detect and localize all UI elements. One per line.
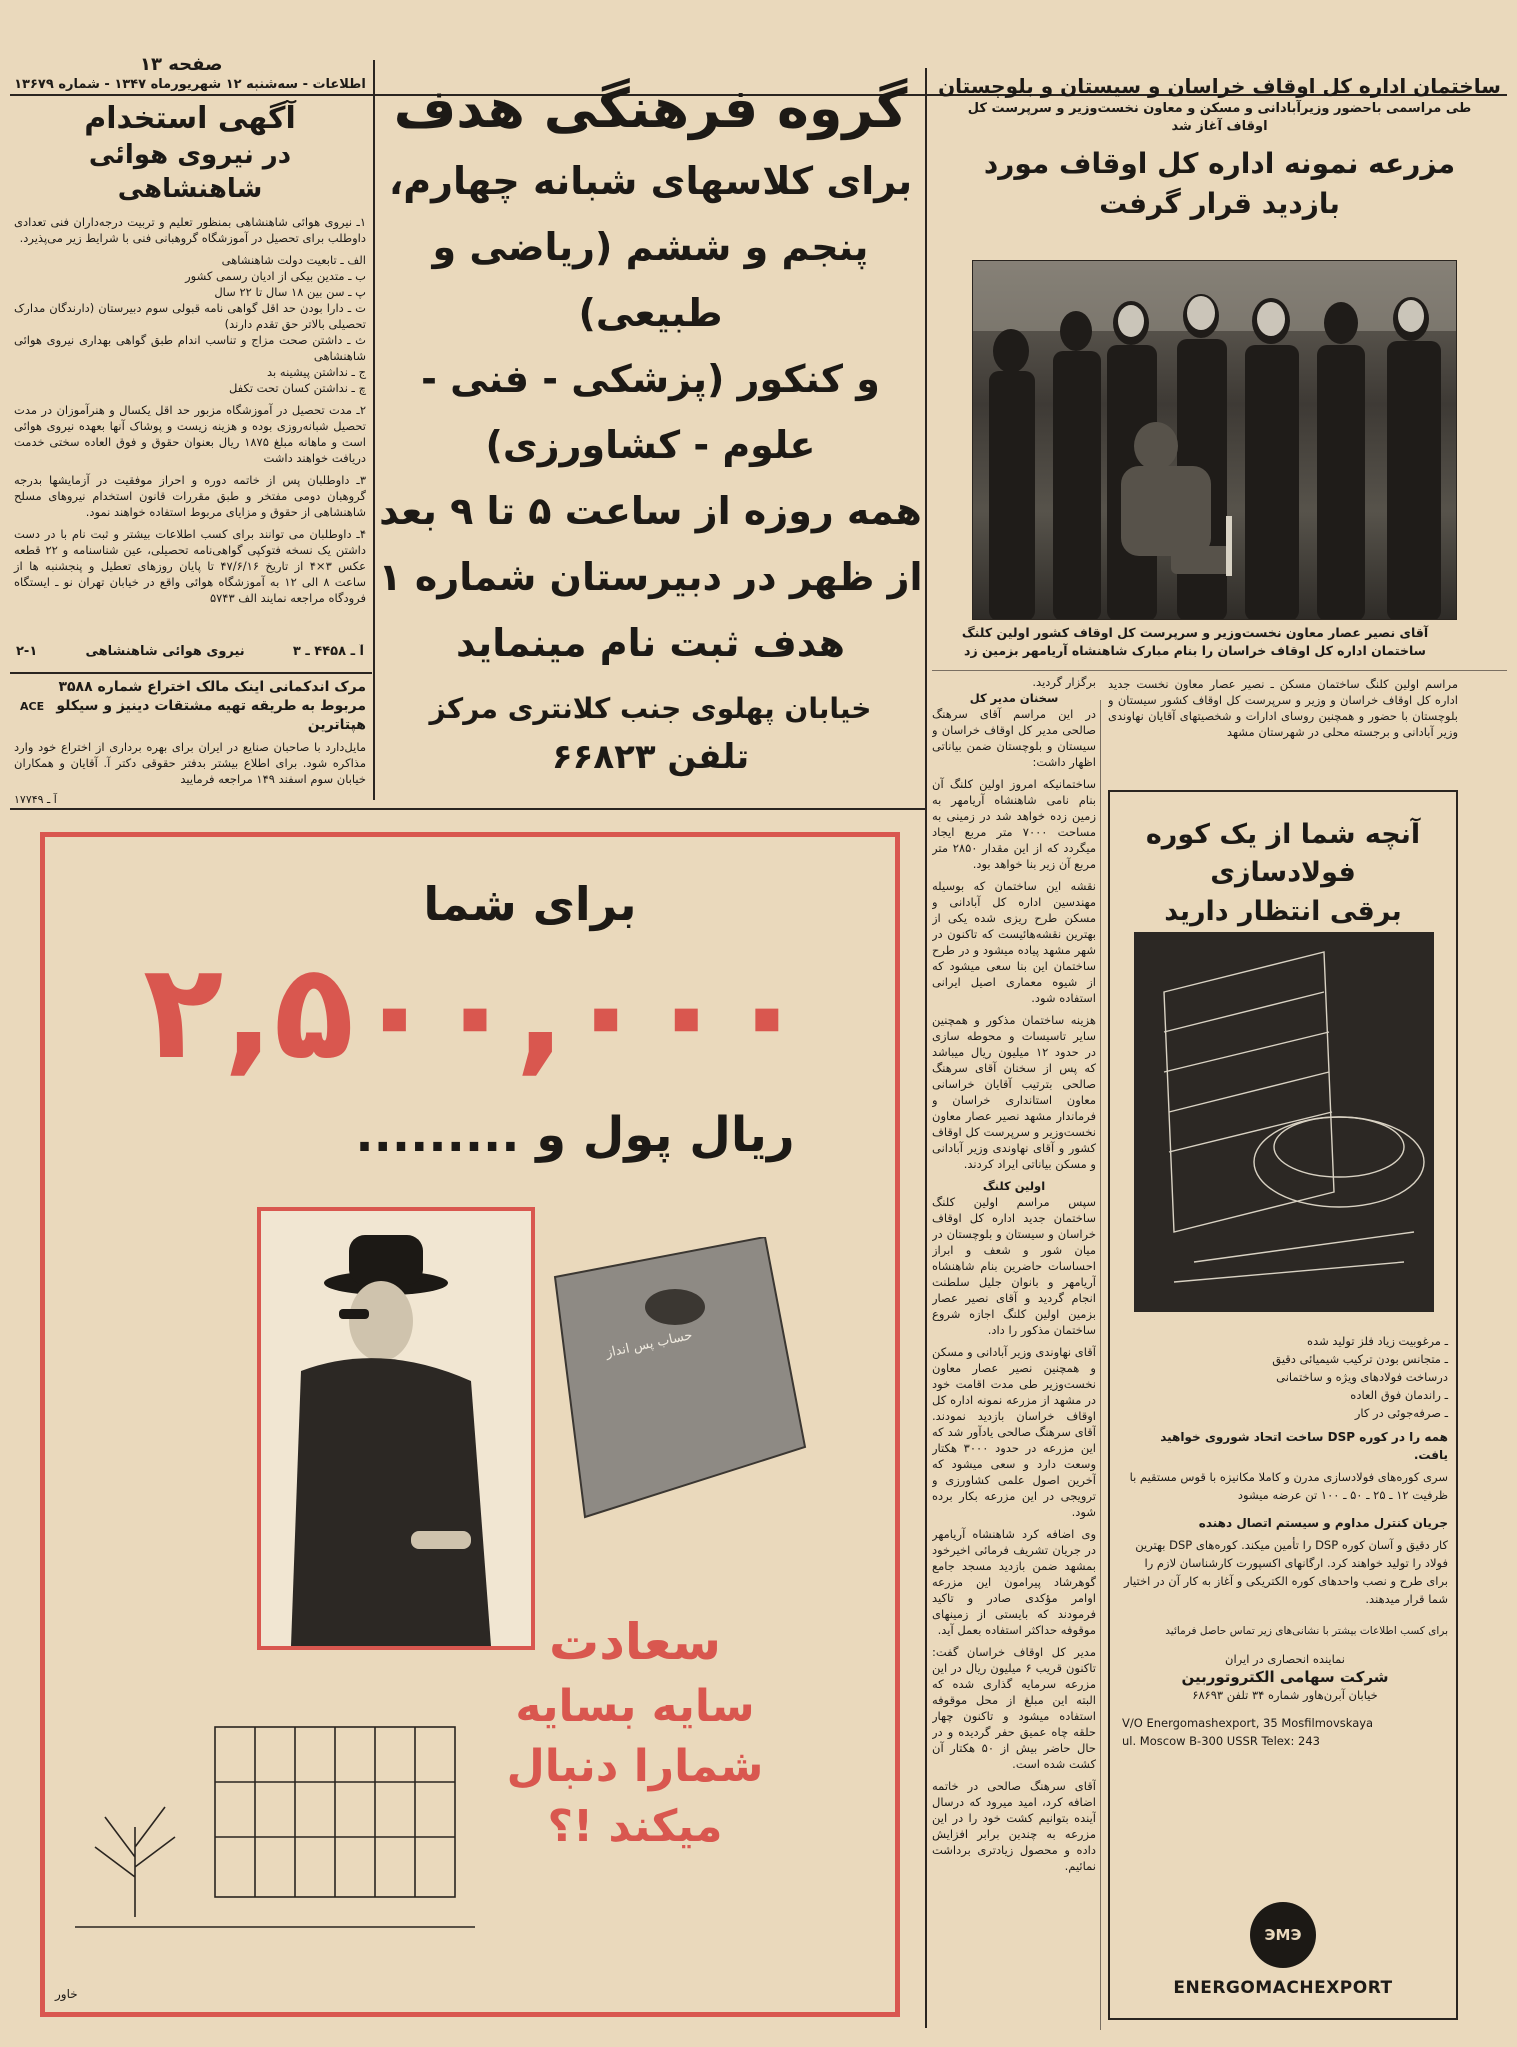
slogan-line: سایه بسایه xyxy=(515,1681,755,1732)
dsp-title: همه را در کوره DSP ساخت اتحاد شوروی خواهید یافت. xyxy=(1160,1430,1448,1462)
steel-ad xyxy=(1108,790,1458,2020)
hadaf-address: خیابان پهلوی جنب کلانتری مرکز xyxy=(429,692,872,725)
masthead xyxy=(10,54,370,94)
hadaf-line: از ظهر در دبیرستان شماره ۱ xyxy=(378,555,923,599)
article-para: مدیر کل اوقاف خراسان گفت: تاکنون قریب ۶ میلیون ریال در این مزرعه سرمایه گذاری شده که البته این مبلغ از محل موقوفه استفاده میشود و تاکنون چهار حلقه چاه عمیق حفر گردیده و در حال حاضر بیش از ۵۰ هکتار آن کشت شده است. xyxy=(932,1645,1096,1771)
furnace-drawing xyxy=(1134,932,1434,1312)
invention-code: آ ـ ۱۷۷۴۹ xyxy=(14,793,57,806)
hiring-para: پ ـ سن بین ۱۸ سال تا ۲۲ سال xyxy=(214,285,366,299)
bank-credit: خاور xyxy=(55,1987,78,2001)
feature-item: درساخت فولادهای ویژه و ساختمانی xyxy=(1276,1370,1448,1384)
dsp-body: سری کوره‌های فولادسازی مدرن و کاملا مکانیزه با قوس مستقیم با ظرفیت ۱۲ ـ ۲۵ ـ ۵۰ ـ ۱۰۰ تن عرضه میشود xyxy=(1129,1470,1448,1502)
hiring-para: ب ـ متدین بیکی از ادیان رسمی کشور xyxy=(185,269,366,283)
crowd-photo-illustration xyxy=(972,261,1456,620)
hadaf-line: علوم - کشاورزی) xyxy=(485,423,816,467)
feature-item: ـ صرفه‌جوئی در کار xyxy=(1354,1406,1448,1420)
invention-tag: ACE xyxy=(20,700,45,713)
bank-rial: ریال پول و ......... xyxy=(355,1107,795,1163)
article-para: نقشه این ساختمان که بوسیله مهندسین اداره کل آبادانی و مسکن طرح ریزی شده یکی از بهترین نقشه‌هائیست که تاکنون در شهر مشهد پیاده میشود و در طرح ساختمان این بنا سعی میشود که از شیوه معماری اصیل ایرانی استفاده شود. xyxy=(932,879,1096,1005)
page-label: صفحه ۱۳ xyxy=(140,54,223,75)
slogan-line: شمارا دنبال xyxy=(506,1741,764,1792)
dateline: اطلاعات - سه‌شنبه ۱۲ شهریورماه ۱۳۴۷ - شماره ۱۳۶۷۹ xyxy=(14,77,366,92)
hiring-para: ج ـ نداشتن پیشینه بد xyxy=(267,365,366,379)
article-para: سپس مراسم اولین کلنگ ساختمان جدید اداره کل اوقاف خراسان و سیستان و بلوچستان در میان شور و شعف و ابراز احساسات حاضرین بنام شاهنشاه آریامهر و بانوان جلیل سلطنت انجام گردید و آقای نصیر عصار بزمین اولین کلنگ اجازه شروع ساختمان مذکور را داد. xyxy=(932,1195,1096,1337)
bank-for-you: برای شما xyxy=(423,877,637,931)
steel-address-en2: ul. Moscow B-300 USSR Telex: 243 xyxy=(1122,1734,1320,1748)
hadaf-line: همه روزه از ساعت ۵ تا ۹ بعد xyxy=(379,489,922,533)
hiring-para: ۲ـ مدت تحصیل در آموزشگاه مزبور حد اقل یکسال و هنرآموزان در مدت تحصیل شبانه‌روزی بوده و هزینه زیست و پوشاک آنها بعهده نیروی هوائی است و ماهانه مبلغ ۱۸۷۵ ریال بعنوان حقوق و فوق العاده سختی خدمت دریافت خواهند داشت xyxy=(14,403,366,465)
article-main-headline: مزرعه نمونه اداره کل اوقاف مورد بازدید قرار گرفت xyxy=(983,147,1456,220)
invention-body: مایل‌دارد با صاحبان صنایع در ایران برای بهره برداری از اختراع خود وارد مذاکره شود. برای اطلاع بیشتر بدفتر حقوقی دکتر آ. آقایان و همکاران خیابان سوم اسفند ۱۴۹ مراجعه فرمایید xyxy=(14,740,366,786)
hiring-para: ث ـ داشتن صحت مزاج و تناسب اندام طبق گواهی بهداری نیروی هوائی شاهنشاهی xyxy=(14,333,366,363)
article-para: آقای سرهنگ صالحی در خاتمه اضافه کرد، امید میرود که درسال آینده بتوانیم کشت خود را در این مزرعه به چندین برابر افزایش داده و محصول زیادتری برداشت نمائیم. xyxy=(932,1779,1096,1873)
hiring-bottom-rule xyxy=(10,672,372,674)
hadaf-line: پنجم و ششم (ریاضی و طبیعی) xyxy=(432,225,869,335)
energomach-logo xyxy=(1250,1902,1316,1968)
hadaf-title: گروه فرهنگی هدف xyxy=(393,77,908,140)
article-para: آقای نهاوندی وزیر آبادانی و مسکن و همچنین نصیر عصار معاون نخست‌وزیر طی مدت اقامت خود در مشهد از مزرعه نمونه اداره کل اوقاف خراسان بازدید نمودند. آقای سرهنگ صالحی یادآور شد که این مزرعه در حدود ۳۰۰۰ هکتار وسعت دارد و سعی میشود که آخرین اصول علمی کشاورزی و ترویجی در این مزرعه بکار برده شود. xyxy=(932,1345,1096,1519)
feature-item: ـ متجانس بودن ترکیب شیمیائی دقیق xyxy=(1272,1352,1448,1366)
hiring-para: ۳ـ داوطلبان پس از خاتمه دوره و احراز موفقیت در آزمایشها بدرجه گروهبان دومی مفتخر و طبق مقررات قانون استخدام نیروهای مسلح شاهنشاهی از حقوق و مزایای مربوط استفاده خواهند نمود. xyxy=(14,473,366,519)
steel-rep: نماینده انحصاری در ایران xyxy=(1225,1652,1345,1666)
invention-title: مرک اندکمانی اینک مالک اختراع شماره ۳۵۸۸ مربوط به طریقه تهیه مشتقات دینیز و سیکلو هپتاترین xyxy=(56,679,366,733)
article-para: هزینه ساختمان مذکور و همچنین سایر تاسیسات و محوطه سازی در حدود ۱۲ میلیون ریال میباشد که پس از سخنان آقای سرهنگ صالحی بترتیب آقایان خراسانی معاون استانداری خراسان و فرماندار مشهد نصیر عصار معاون نخست‌وزیر و سرپرست کل اوقاف کشور و آقای نهاوندی وزیر آبادانی و مسکن بیاناتی ایراد کردند. xyxy=(932,1013,1096,1171)
article-intro: مراسم اولین کلنگ ساختمان مسکن ـ نصیر عصار معاون نخست جدید اداره کل اوقاف خراسان و وزیر و سرپرست کل اوقاف کشور سیستان و بلوچستان با حضور و همچنین روسای ادارات و شخصیتهای آقایان نهاوندی وزیر آبادانی و برجسته محلی در شهرستان مشهد xyxy=(1108,677,1458,739)
bank-slogan xyxy=(485,1607,785,1857)
steel-contact: برای کسب اطلاعات بیشتر با نشانی‌های زیر تماس حاصل فرمائید xyxy=(1165,1625,1448,1637)
energomach-brand: ENERGOMACHEXPORT xyxy=(1173,1978,1393,1998)
article-para: ساختمانیکه امروز اولین کلنگ آن بنام نامی شاهنشاه آریامهر به زمین زده خواهد شد در زمینی به مساحت ۷۰۰۰ متر مربع ایجاد میگردد که از این مقدار ۲۸۵۰ متر مربع آن زیر بنا خواهد بود. xyxy=(932,777,1096,871)
hiring-notice xyxy=(10,100,370,670)
hadaf-line: برای کلاسهای شبانه چهارم، xyxy=(388,159,913,203)
divider-left-column xyxy=(373,60,375,800)
article-headline: ساختمان اداره کل اوقاف خراسان و سیستان و بلوچستان xyxy=(938,74,1501,98)
invention-notice xyxy=(10,678,370,806)
article-photo-caption: آقای نصیر عصار معاون نخست‌وزیر و سرپرست کل اوقاف کشور اولین کلنگ ساختمان اداره کل اوقاف خراسان را بنام مبارک شاهنشاه آریامهر بزمین زد xyxy=(961,625,1429,658)
steel-subheadline: برقی انتظار دارید xyxy=(1164,896,1402,927)
steel-headline: آنچه شما از یک کوره فولادسازی xyxy=(1145,819,1421,888)
bank-ad xyxy=(40,832,900,2017)
hadaf-phone: تلفن ۶۶۸۲۳ xyxy=(551,737,750,777)
hiring-subtitle: در نیروی هوائی شاهنشاهی xyxy=(88,140,292,204)
caption-rule xyxy=(932,670,1507,671)
hiring-para: الف ـ تابعیت دولت شاهنشاهی xyxy=(221,253,366,267)
article-body-column xyxy=(932,674,1096,2034)
divider-article-bottom xyxy=(1100,700,1101,2030)
savings-booklet xyxy=(545,1237,815,1537)
hiring-footer-code: آ ـ ۴۴۵۸ ـ ۳ xyxy=(292,644,364,659)
hiring-title: آگهی استخدام xyxy=(84,101,296,136)
steel-features xyxy=(1122,1332,1448,1750)
article-subhead: اولین کلنگ xyxy=(982,1179,1046,1193)
logo-mark: ЭМЭ xyxy=(1264,1926,1302,1944)
bank-photo-frame xyxy=(257,1207,535,1650)
divider-mid-horizontal xyxy=(10,808,925,810)
steel-company: شرکت سهامی الکتروتوربین xyxy=(1181,1668,1389,1686)
bank-building-sketch xyxy=(65,1667,485,1997)
hiring-para: چ ـ نداشتن کسان تحت تکفل xyxy=(228,381,366,395)
bank-amount: ۲,۵۰۰,۰۰۰ xyxy=(142,935,808,1089)
control-title: جریان کنترل مداوم و سیستم اتصال دهنده xyxy=(1198,1516,1448,1530)
hiring-body xyxy=(14,214,366,606)
steel-address-fa: خیابان آبرن‌هاور شماره ۳۴ تلفن ۶۸۶۹۳ xyxy=(1192,1688,1378,1702)
hiring-para: ت ـ دارا بودن حد اقل گواهی نامه قبولی سوم دبیرستان (دارندگان مدارک تحصیلی بالاتر حق تقدم دارند) xyxy=(14,301,366,331)
hiring-para: ۱ـ نیروی هوائی شاهنشاهی بمنظور تعلیم و تربیت درجه‌داران فنی تعدادی داوطلب برای تحصیل در آموزشگاه گروهبانی فنی با شرایط زیر می‌پذیرد. xyxy=(14,215,366,245)
article-para: در این مراسم آقای سرهنگ صالحی مدیر کل اوقاف خراسان و سیستان و بلوچستان ضمن بیاناتی اظهار داشت: xyxy=(932,707,1096,769)
article-header xyxy=(932,72,1507,272)
hiring-footer-org: نیروی هوائی شاهنشاهی xyxy=(85,644,245,659)
article-subhead: سخنان مدیر کل xyxy=(969,691,1059,705)
man-with-hat-illustration xyxy=(261,1211,531,1646)
article-para: برگزار گردید. xyxy=(1032,675,1096,689)
article-para: وی اضافه کرد شاهنشاه آریامهر در جریان تشریف فرمائی اخیرخود بمشهد ضمن بازدید مسجد جامع گوهرشاد پیرامون این مزرعه اوامر مؤکدی صادر و تاکید فرمودند که بایستی از زمینهای موقوفه حداکثر استفاده بعمل آید. xyxy=(932,1527,1096,1637)
furnace-illustration xyxy=(1134,932,1434,1312)
building-illustration xyxy=(65,1667,485,1997)
booklet-label: حساب پس انداز xyxy=(604,1327,694,1362)
hiring-footer xyxy=(10,644,370,666)
slogan-line: سعادت xyxy=(548,1613,722,1671)
slogan-line: میکند !؟ xyxy=(547,1801,723,1852)
hiring-footer-num: ۲-۱ xyxy=(16,644,38,659)
article-subheadline: طی مراسمی باحضور وزیرآبادانی و مسکن و معاون نخست‌وزیر و سرپرست کل اوقاف آغاز شد xyxy=(967,101,1472,134)
hadaf-line: هدف ثبت نام مینماید xyxy=(455,621,846,665)
booklet-illustration xyxy=(545,1237,815,1537)
control-body: کار دقیق و آسان کوره DSP را تأمین میکند. کوره‌های DSP بهترین فولاد را تولید خواهند کرد. ارگانهای اکسپورت کارشناسان لازم را برای طرح و نصب واحدهای کوره الکتریکی و آغاز به کار آن در اختیار شما قرار میدهند. xyxy=(1124,1538,1448,1606)
feature-item: ـ راندمان فوق العاده xyxy=(1350,1388,1448,1402)
hiring-para: ۴ـ داوطلبان می توانند برای کسب اطلاعات بیشتر و ثبت نام با در دست داشتن یک نسخه فتوکپی گواهی‌نامه تحصیلی، عین شناسنامه و ۲۲ قطعه عکس ۳×۴ از تاریخ ۴۷/۶/۱۶ تا پایان روزهای تعطیل و پنجشنبه ها از ساعت ۸ الی ۱۲ به آموزشگاه هوائی واقع در خیابان تهران نو ـ ایستگاه فرودگاه مراجعه نمایند الف ۵۷۴۳ xyxy=(14,527,366,605)
hadaf-ad xyxy=(378,70,923,805)
divider-right-column xyxy=(925,68,927,2028)
steel-address-en1: V/O Energomashexport, 35 Mosfilmovskaya xyxy=(1122,1716,1374,1730)
feature-item: ـ مرغوبیت زیاد فلز تولید شده xyxy=(1307,1334,1448,1348)
article-photo xyxy=(972,260,1457,620)
hadaf-line: و کنکور (پزشکی - فنی - xyxy=(421,357,880,401)
